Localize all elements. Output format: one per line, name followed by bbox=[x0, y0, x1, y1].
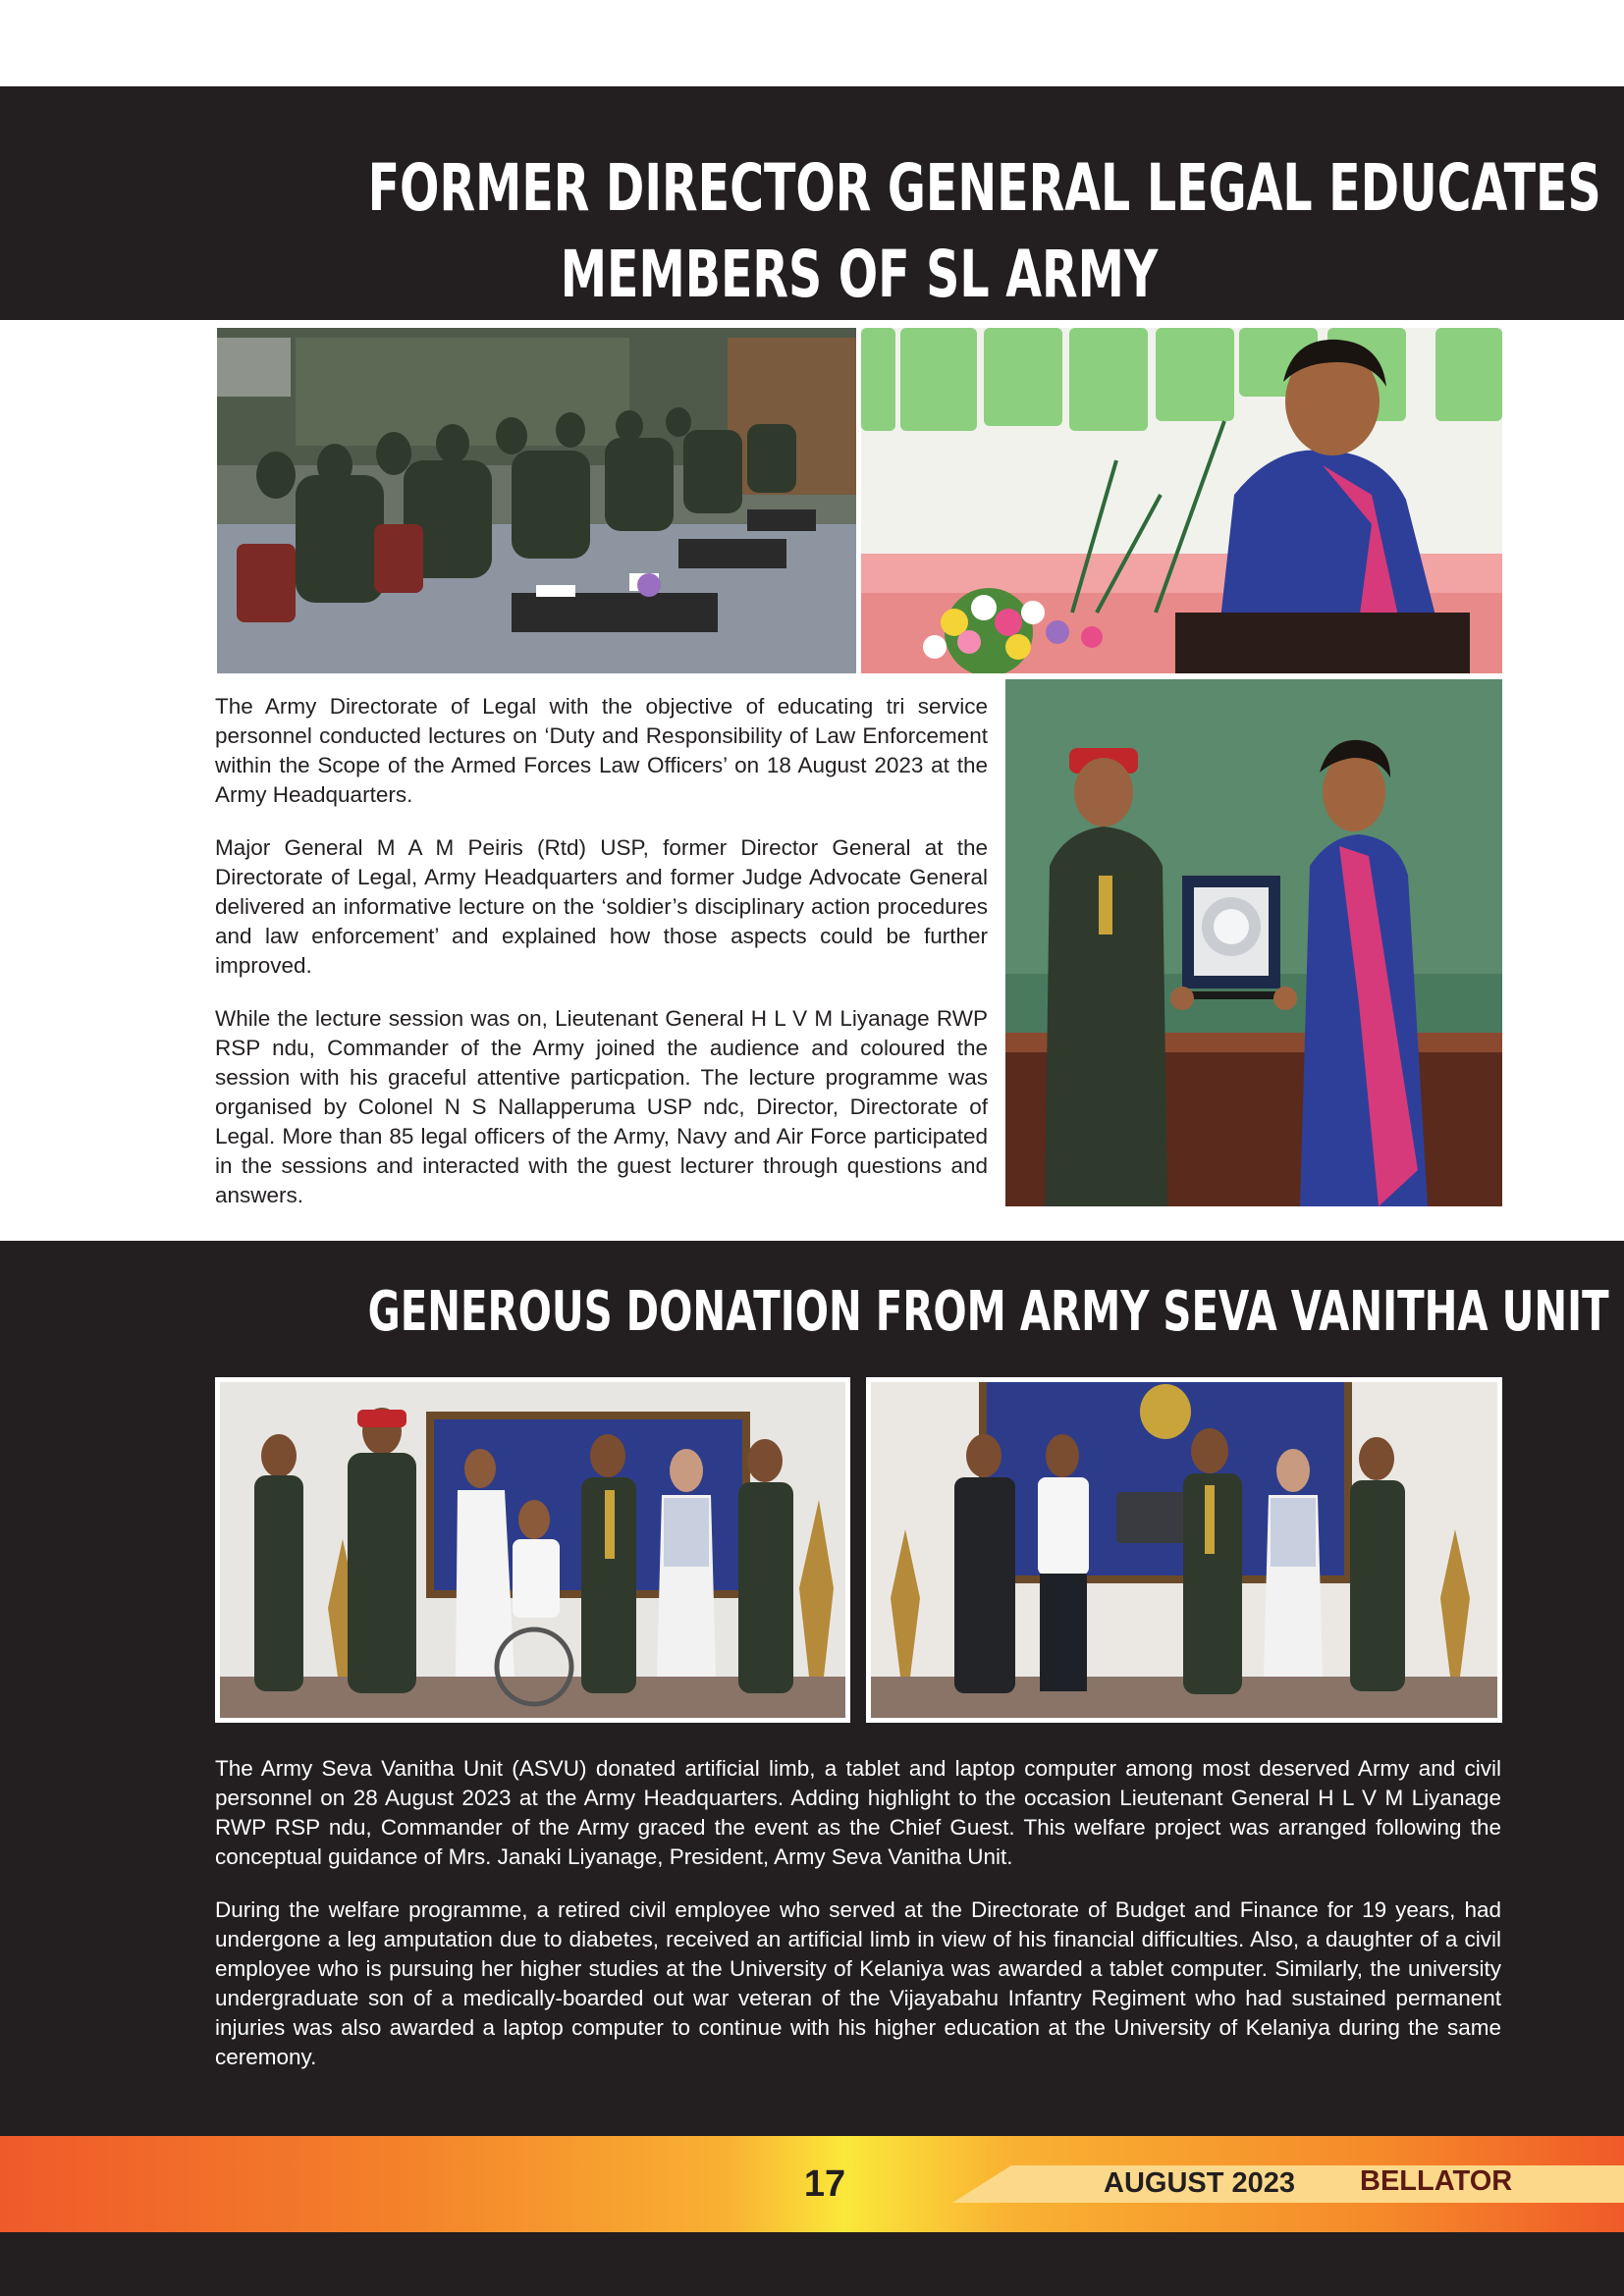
article-2-paragraph-1: The Army Seva Vanitha Unit (ASVU) donated artificial limb, a tablet and laptop computer among most deserved Army and civil personnel on 28 August 2023 at the Army Headquarters. Adding highlight to the occasion Lieutenant General H L V M Liyanage RWP RSP ndu, Commander of the Army graced the event as the Chief Guest. This welfare project was arranged following the conceptual guidance of Mrs. Janaki Liyanage, President, Army Seva Vanitha Unit. bbox=[215, 1756, 1501, 1869]
photo-auditorium-audience bbox=[217, 328, 856, 673]
article-2-paragraph-2: During the welfare programme, a retired civil employee who served at the Directorate of Budget and Finance for 19 years, had undergone a leg amputation due to diabetes, received an artificial limb in view of his financial difficulties. Also, a daughter of a civil employee who is pursuing her higher studies at the University of Kelaniya was awarded a tablet computer. Similarly, the university undergraduate son of a medically-boarded out war veteran of the Vijayabahu Infantry Regiment who had sustained permanent injuries was also awarded a laptop computer to continue with his higher education at the University of Kelaniya during the same ceremony. bbox=[215, 1897, 1501, 2069]
photo-plaque-presentation bbox=[1005, 679, 1502, 1206]
article-paragraph-2: Major General M A M Peiris (Rtd) USP, former Director General at the Directorate of Legal, Army Headquarters and former Judge Advocate General delivered an informative lecture on the ‘soldier’s disciplinary action procedures and law enforcement’ and explained how those aspects could be further improved. bbox=[215, 835, 988, 978]
article-title-line-1: FORMER DIRECTOR GENERAL LEGAL EDUCATES bbox=[367, 150, 1601, 226]
issue-date: AUGUST 2023 bbox=[1104, 2167, 1296, 2199]
article-paragraph-3: While the lecture session was on, Lieutenant General H L V M Liyanage RWP RSP ndu, Commander of the Army joined the audience and coloured the session with his graceful attentive particpation. The lecture programme was organised by Colonel N S Nallapperuma USP ndc, Director, Directorate of Legal. More than 85 legal officers of the Army, Navy and Air Force participated in the sessions and interacted with the guest lecturer through questions and answers. bbox=[215, 1006, 988, 1207]
page-number: 17 bbox=[803, 2163, 846, 2205]
photo-donation-group-2 bbox=[866, 1377, 1502, 1723]
photo-donation-group-1 bbox=[215, 1377, 850, 1723]
article-title-line-2: MEMBERS OF SL ARMY bbox=[560, 237, 1159, 312]
magazine-name: BELLATOR bbox=[1360, 2165, 1513, 2197]
article-title bbox=[367, 145, 1601, 318]
article-paragraph-1: The Army Directorate of Legal with the objective of educating tri service personnel conducted lectures on ‘Duty and Responsibility of Law Enforcement within the Scope of the Armed Forces Law Officers’ on 18 August 2023 at the Army Headquarters. bbox=[215, 694, 988, 807]
article-2-body bbox=[215, 1754, 1501, 2096]
article-body bbox=[215, 692, 988, 1234]
photo-speaker-at-podium bbox=[861, 328, 1502, 673]
article-2-title: GENEROUS DONATION FROM ARMY SEVA VANITHA UNIT bbox=[367, 1280, 1609, 1344]
